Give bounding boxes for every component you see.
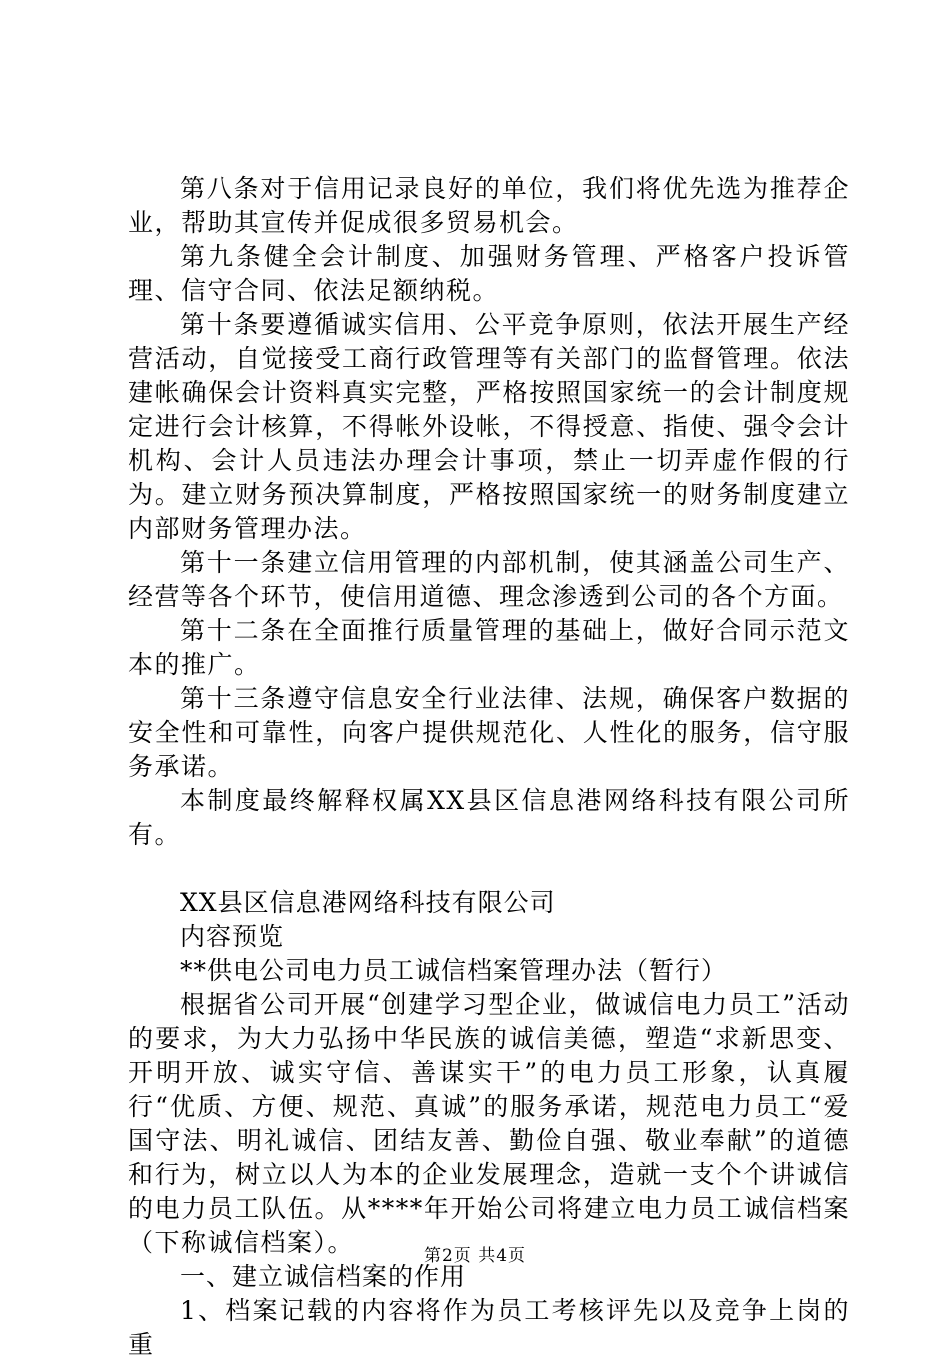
item-1-paragraph: 1、档案记载的内容将作为员工考核评先以及竞争上岗的重	[128, 1296, 850, 1359]
article-8-paragraph: 第八条对于信用记录良好的单位，我们将优先选为推荐企业，帮助其宣传并促成很多贸易机会。	[128, 174, 850, 237]
preview-intro-paragraph: 根据省公司开展“创建学习型企业，做诚信电力员工”活动的要求，为大力弘扬中华民族的诚信美德，塑造“求新思变、开明开放、诚实守信、善谋实干”的电力员工形象，认真履行“优质、方便、规范、真诚”的服务承诺，规范电力员工“爱国守法、明礼诚信、团结友善、勤俭自强、敬业奉献”的道德和行为，树立以人为本的企业发展理念，造就一支个个讲诚信的电力员工队伍。从****年开始公司将建立电力员工诚信档案（下称诚信档案）。	[128, 990, 850, 1257]
article-10-paragraph: 第十条要遵循诚实信用、公平竞争原则，依法开展生产经营活动，自觉接受工商行政管理等有关部门的监督管理。依法建帐确保会计资料真实完整，严格按照国家统一的会计制度规定进行会计核算，不得帐外设帐，不得授意、指使、强令会计机构、会计人员违法办理会计事项，禁止一切弄虚作假的行为。建立财务预决算制度，严格按照国家统一的财务制度建立内部财务管理办法。	[128, 310, 850, 543]
article-13-paragraph: 第十三条遵守信息安全行业法律、法规，确保客户数据的安全性和可靠性，向客户提供规范化、人性化的服务，信守服务承诺。	[128, 684, 850, 781]
article-12-paragraph: 第十二条在全面推行质量管理的基础上，做好合同示范文本的推广。	[128, 616, 850, 679]
blank-line	[128, 852, 850, 886]
article-9-paragraph: 第九条健全会计制度、加强财务管理、严格客户投诉管理、信守合同、依法足额纳税。	[128, 242, 850, 305]
preview-label: 内容预览	[180, 922, 285, 951]
interpretation-paragraph: 本制度最终解释权属XX县区信息港网络科技有限公司所有。	[128, 786, 850, 849]
document-body	[128, 172, 850, 1362]
article-11-paragraph: 第十一条建立信用管理的内部机制，使其涵盖公司生产、经营等各个环节，使信用道德、理念渗透到公司的各个方面。	[128, 548, 850, 611]
page-indicator: 第2页 共4页	[423, 1246, 527, 1266]
section-heading: 一、建立诚信档案的作用	[180, 1262, 467, 1291]
preview-title: **供电公司电力员工诚信档案管理办法（暂行）	[180, 956, 728, 985]
company-name: XX县区信息港网络科技有限公司	[180, 888, 556, 917]
